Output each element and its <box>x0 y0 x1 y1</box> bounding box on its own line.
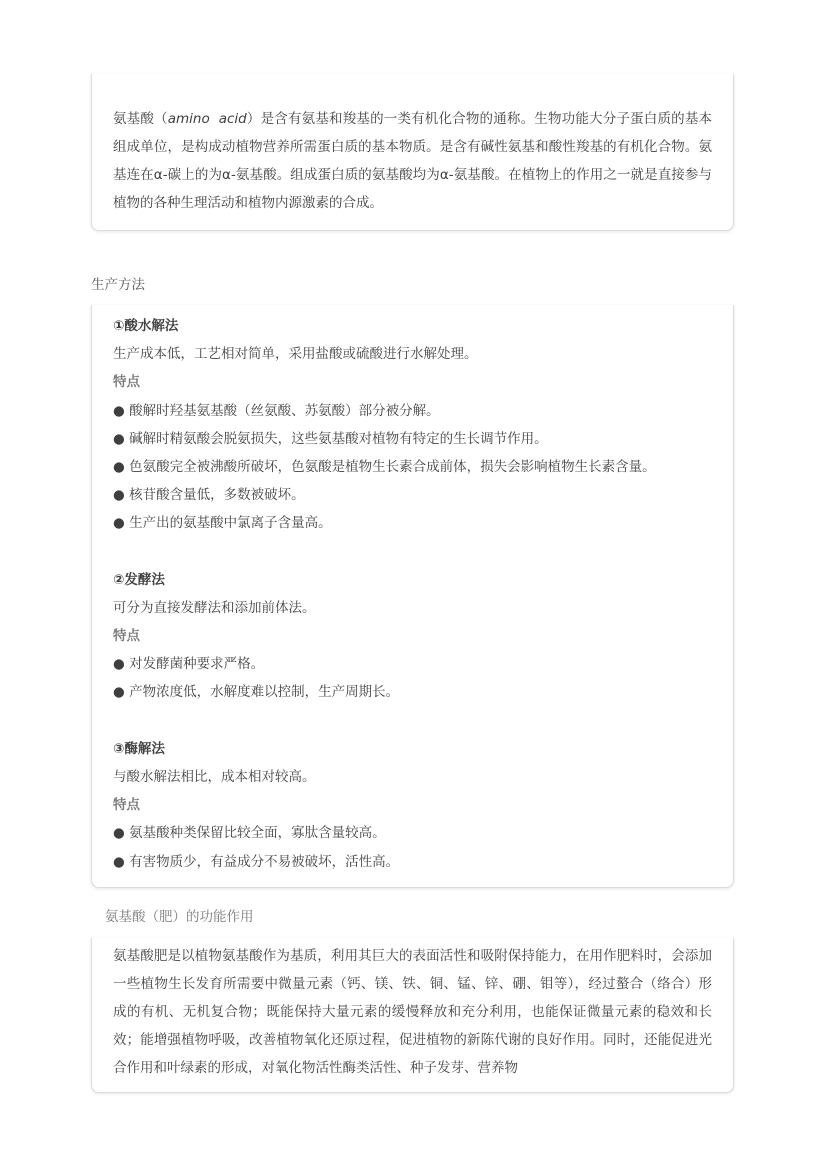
feature-bullet: ● 产物浓度低，水解度难以控制，生产周期长。 <box>113 684 400 701</box>
intro-after: ）是含有氨基和羧基的一类有机化合物的通称。生物功能大分子蛋白质的基本组成单位，是构成动植物营养所需蛋白质的基本物质。是含有碱性氨基和酸性羧基的有机化合物。氨基连在α-碳上的为α-氨基酸。组成蛋白质的氨基酸均为α-氨基酸。在植物上的作用之一就是直接参与植物的各种生理活动和植物内源激素的合成。 <box>113 111 713 211</box>
feature-bullet: ● 碱解时精氨酸会脱氨损失，这些氨基酸对植物有特定的生长调节作用。 <box>113 430 548 447</box>
production-card <box>91 305 734 888</box>
feature-bullet: ● 酸解时羟基氨基酸（丝氨酸、苏氨酸）部分被分解。 <box>113 402 440 419</box>
method-description: 可分为直接发酵法和添加前体法。 <box>113 599 316 616</box>
method-description: 生产成本低，工艺相对简单，采用盐酸或硫酸进行水解处理。 <box>113 346 478 363</box>
feature-bullet: ● 生产出的氨基酸中氯离子含量高。 <box>113 515 332 532</box>
method-title: ③酶解法 <box>113 740 165 757</box>
feature-bullet: ● 对发酵菌种要求严格。 <box>113 656 265 673</box>
feature-label: 特点 <box>113 797 140 814</box>
spacer <box>113 707 712 735</box>
feature-bullet: ● 氨基酸种类保留比较全面，寡肽含量较高。 <box>113 825 386 842</box>
method-title: ①酸水解法 <box>113 318 179 334</box>
feature-bullet: ● 核苷酸含量低，多数被破坏。 <box>113 487 305 504</box>
feature-label: 特点 <box>113 628 140 645</box>
feature-label: 特点 <box>113 374 140 391</box>
method-description: 与酸水解法相比，成本相对较高。 <box>113 769 316 785</box>
feature-bullet: ● 有害物质少，有益成分不易被破坏，活性高。 <box>113 853 400 870</box>
spacer <box>113 538 712 566</box>
intro-paragraph <box>113 105 712 217</box>
feature-bullet: ● 色氨酸完全被沸酸所破坏，色氨酸是植物生长素合成前体，损失会影响植物生长素含量。 <box>113 458 656 475</box>
intro-before: 氨基酸（ <box>113 111 168 127</box>
method-title: ②发酵法 <box>113 571 165 588</box>
function-paragraph: 氨基酸肥是以植物氨基酸作为基质，利用其巨大的表面活性和吸附保持能力，在用作肥料时，会添加一些植物生长发育所需要中微量元素（钙、镁、铁、铜、锰、锌、硼、钼等），经过螯合（络合）形成的有机、无机复合物；既能保持大量元素的缓慢释放和充分利用，也能保证微量元素的稳效和长效；能增强植物呼吸，改善植物氧化还原过程，促进植物的新陈代谢的良好作用。同时，还能促进光合作用和叶绿素的形成，对氧化物活性酶类活性、种子发芽、营养物 <box>113 948 712 1076</box>
intro-latin-term: amino acid <box>167 111 247 127</box>
intro-card <box>91 74 734 231</box>
production-heading: 生产方法 <box>91 277 145 293</box>
function-card <box>91 938 734 1093</box>
function-heading: 氨基酸（肥）的功能作用 <box>105 909 254 925</box>
